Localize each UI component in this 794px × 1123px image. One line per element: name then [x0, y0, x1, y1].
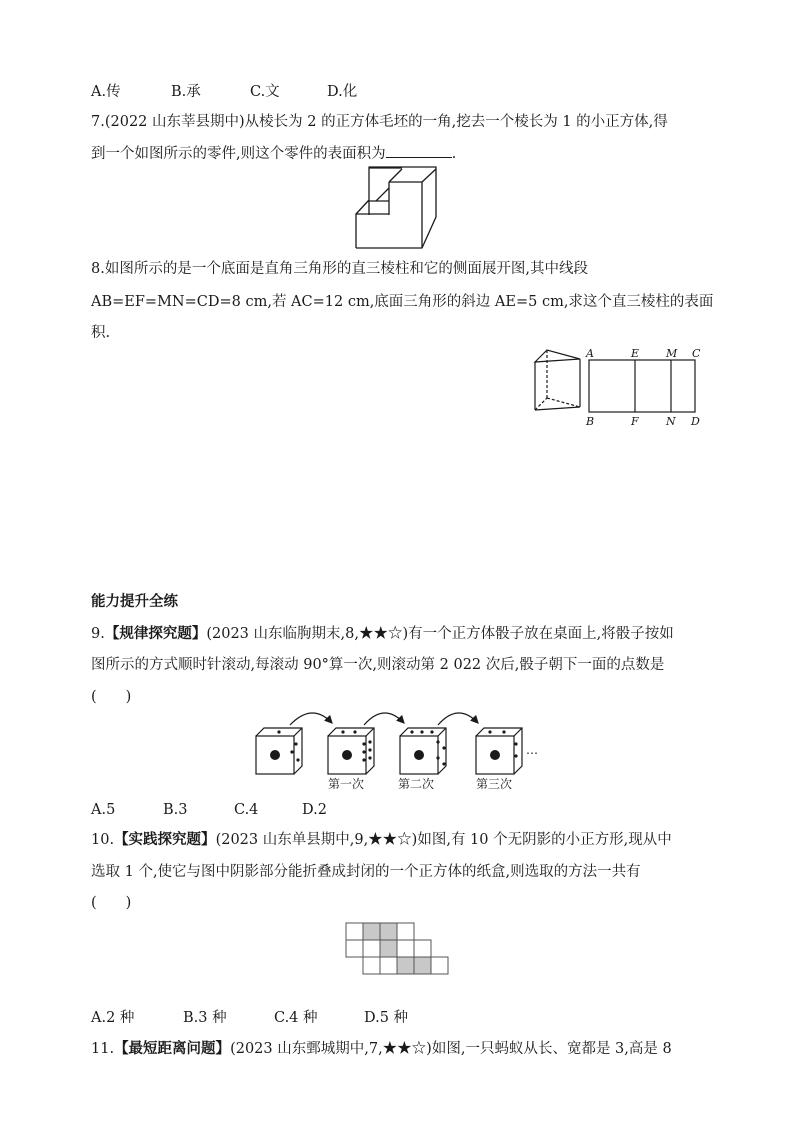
q9-line-2: 图所示的方式顺时针滚动,每滚动 90°算一次,则滚动第 2 022 次后,骰子朝下一面的点数是	[91, 657, 665, 673]
q8-net-figure	[585, 346, 705, 428]
roll-arrow-2	[364, 713, 404, 725]
q6-option-d: D.化	[327, 84, 358, 100]
q10-option-b: B.3 种	[183, 1010, 227, 1026]
q10-line-1-text: (2023 山东单县期中,9,★★☆)如图,有 10 个无阴影的小正方形,现从中	[215, 832, 672, 848]
q6-option-c: C.文	[250, 84, 280, 100]
q8-prism-figure	[533, 348, 583, 414]
die-initial	[256, 728, 302, 774]
q7-line-2-end: .	[451, 146, 457, 162]
q10-line-3: ( )	[91, 895, 132, 911]
q9-line-1-text: (2023 山东临朐期末,8,★★☆)有一个正方体骰子放在桌面上,将骰子按如	[206, 626, 674, 642]
roll-arrow-1	[290, 713, 332, 725]
q6-option-b: B.承	[171, 84, 201, 100]
label-f: F	[631, 415, 639, 428]
caption-third: 第三次	[476, 777, 513, 791]
q8-line-2: AB=EF=MN=CD=8 cm,若 AC=12 cm,底面三角形的斜边 AE=5 cm,求这个直三棱柱的表面	[91, 294, 714, 310]
roll-arrow-3	[438, 713, 478, 725]
q10-option-d: D.5 种	[364, 1010, 409, 1026]
q10-option-c: C.4 种	[274, 1010, 318, 1026]
answer-blank	[386, 143, 452, 158]
q11-tag: 【最短距离问题】	[114, 1040, 231, 1057]
label-n: N	[666, 415, 676, 428]
ellipsis: …	[526, 743, 538, 757]
q10-net-grid	[346, 923, 450, 975]
q9-line-3: ( )	[91, 689, 132, 705]
q9-number: 9.	[91, 626, 105, 642]
label-e: E	[631, 347, 640, 360]
q9-tag: 【规律探究题】	[104, 625, 207, 642]
die-first	[328, 728, 374, 774]
label-b: B	[586, 415, 595, 428]
q11-number: 11.	[91, 1041, 115, 1057]
label-c: C	[692, 347, 701, 360]
q7-line-1: 7.(2022 山东莘县期中)从棱长为 2 的正方体毛坯的一角,挖去一个棱长为 1 的小正方体,得	[91, 114, 668, 130]
q10-line-2: 选取 1 个,使它与图中阴影部分能折叠成封闭的一个正方体的纸盒,则选取的方法一共有	[91, 864, 641, 880]
q9-option-b: B.3	[163, 802, 188, 818]
q6-option-a: A.传	[91, 84, 121, 100]
q10-tag: 【实践探究题】	[114, 831, 216, 848]
section-title: 能力提升全练	[91, 593, 178, 610]
q8-line-1: 8.如图所示的是一个底面是直角三角形的直三棱柱和它的侧面展开图,其中线段	[91, 261, 588, 277]
caption-first: 第一次	[328, 777, 365, 791]
q9-dice-figure	[250, 708, 550, 794]
q7-line-2	[91, 143, 456, 164]
q9-line-1	[91, 624, 674, 644]
q8-line-3: 积.	[91, 325, 111, 341]
q7-line-2-text: 到一个如图所示的零件,则这个零件的表面积为	[91, 146, 386, 162]
q10-line-1	[91, 830, 672, 850]
q9-option-d: D.2	[302, 802, 327, 818]
q11-line-1	[91, 1039, 672, 1059]
label-m: M	[666, 347, 678, 360]
q7-cube-figure	[355, 168, 437, 248]
q11-line-1-text: (2023 山东鄄城期中,7,★★☆)如图,一只蚂蚁从长、宽都是 3,高是 8	[230, 1041, 672, 1057]
q10-number: 10.	[91, 832, 115, 848]
q9-option-a: A.5	[91, 802, 116, 818]
die-third	[476, 728, 522, 774]
label-d: D	[691, 415, 700, 428]
q10-option-a: A.2 种	[91, 1010, 135, 1026]
caption-second: 第二次	[398, 777, 435, 791]
die-second	[400, 728, 446, 774]
label-a: A	[586, 347, 594, 360]
q9-option-c: C.4	[234, 802, 259, 818]
